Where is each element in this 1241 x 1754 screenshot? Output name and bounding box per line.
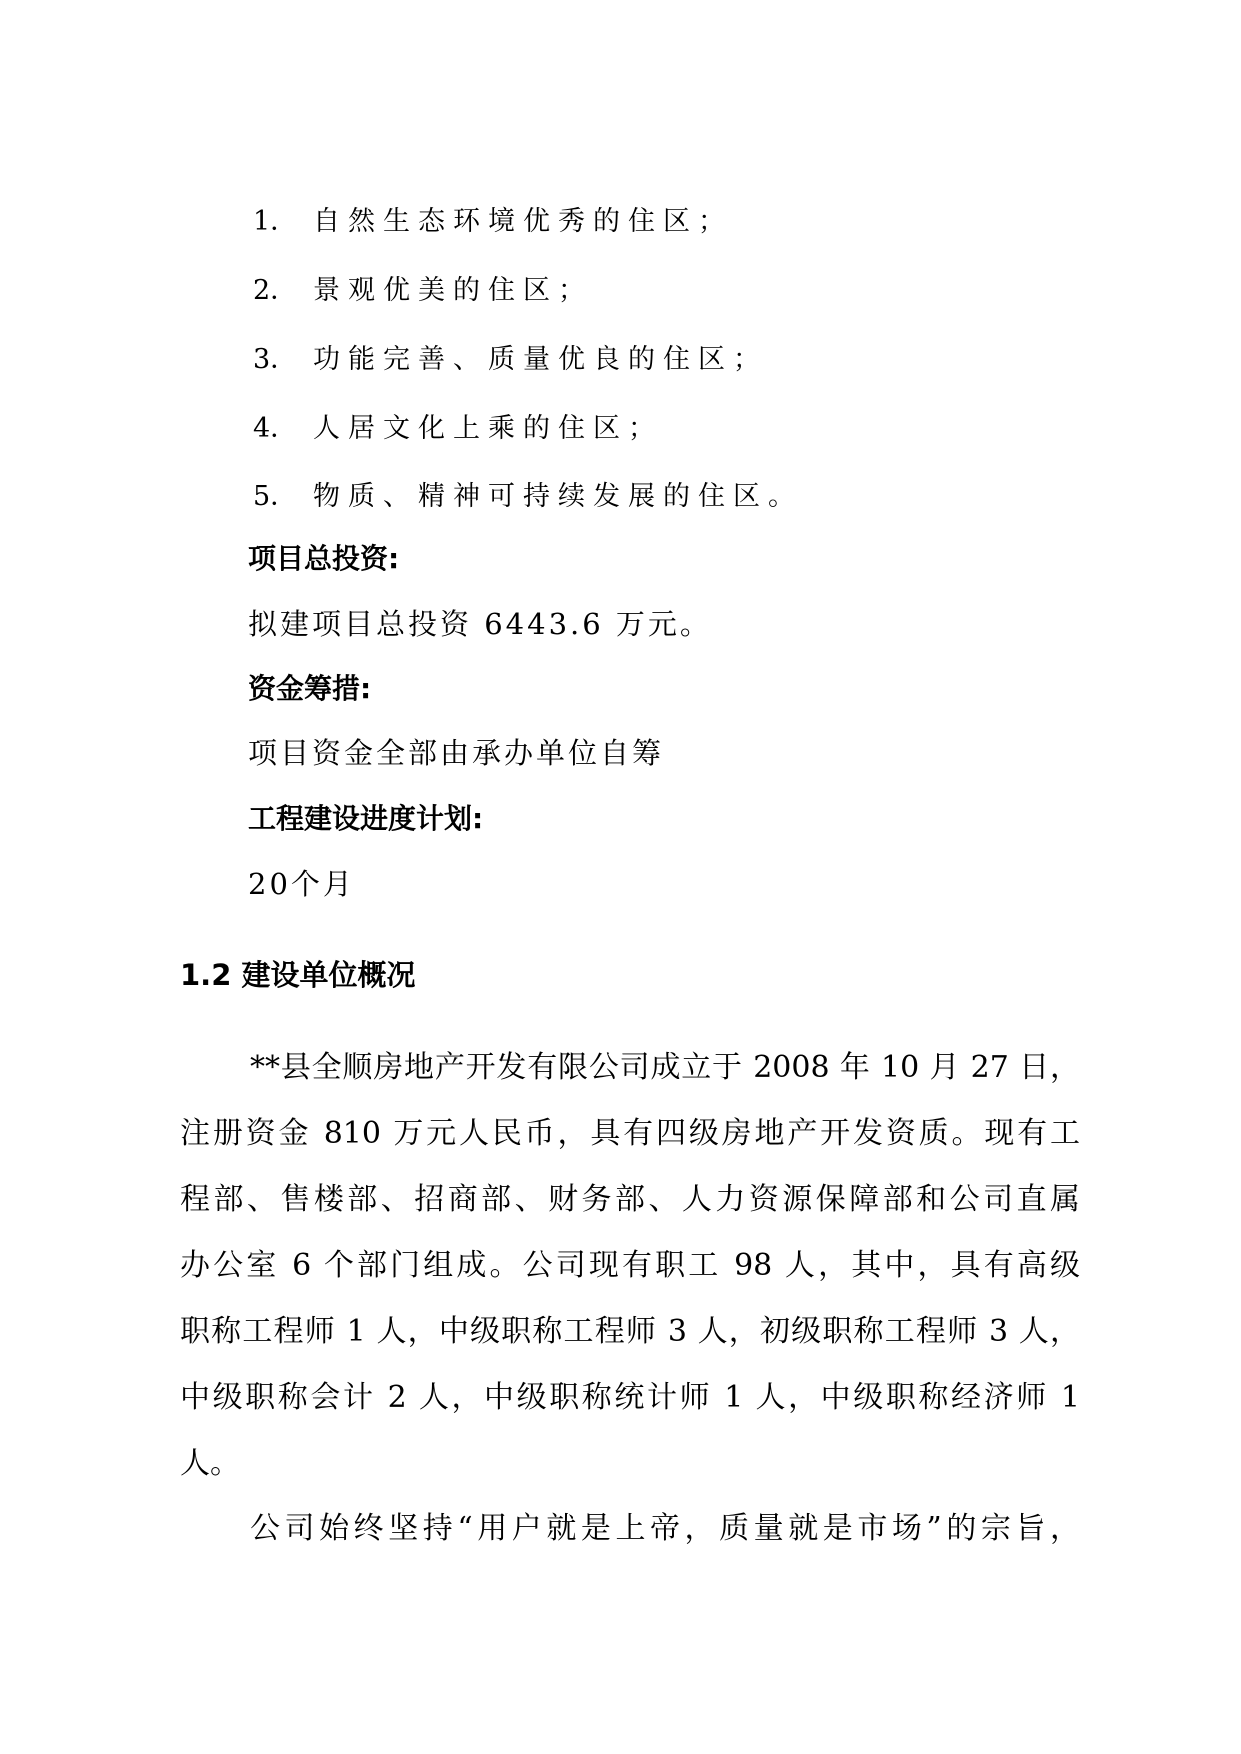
schedule-label: 工程建设进度计划: bbox=[248, 802, 484, 835]
paragraph-line: 注册资金 810 万元人民币，具有四级房地产开发资质。现有工 bbox=[180, 1116, 1080, 1151]
funding-text: 项目资金全部由承办单位自筹 bbox=[248, 736, 665, 770]
paragraph-line: 公司始终坚持“用户就是上帝，质量就是市场”的宗旨， bbox=[250, 1511, 1080, 1546]
list-item-text: 物质、精神可持续发展的住区。 bbox=[313, 481, 803, 512]
list-item-text: 自然生态环境优秀的住区； bbox=[313, 206, 733, 237]
list-item-number: 4． bbox=[253, 413, 298, 444]
section-heading: 1.2 建设单位概况 bbox=[180, 958, 416, 992]
list-item-text: 人居文化上乘的住区； bbox=[313, 413, 663, 444]
list-item bbox=[253, 187, 733, 257]
company-overview-paragraph bbox=[180, 1035, 1080, 1497]
funding-label: 资金筹措: bbox=[248, 672, 372, 705]
list-item bbox=[253, 325, 768, 395]
paragraph-line: **县全顺房地产开发有限公司成立于 2008 年 10 月 27 日， bbox=[250, 1050, 1080, 1085]
list-item bbox=[253, 462, 803, 532]
paragraph-line: 办公室 6 个部门组成。公司现有职工 98 人，其中，具有高级 bbox=[180, 1248, 1080, 1283]
investment-label: 项目总投资: bbox=[248, 542, 400, 575]
paragraph-line: 职称工程师 1 人，中级职称工程师 3 人，初级职称工程师 3 人， bbox=[180, 1314, 1080, 1349]
paragraph-line: 程部、售楼部、招商部、财务部、人力资源保障部和公司直属 bbox=[180, 1182, 1080, 1217]
list-item-number: 5． bbox=[253, 481, 298, 512]
paragraph-line: 中级职称会计 2 人，中级职称统计师 1 人，中级职称经济师 1 bbox=[180, 1380, 1080, 1415]
list-item-number: 2． bbox=[253, 275, 298, 306]
investment-text: 拟建项目总投资 6443.6 万元。 bbox=[248, 607, 712, 641]
list-item bbox=[253, 256, 593, 326]
list-item bbox=[253, 394, 663, 464]
list-item-number: 3． bbox=[253, 344, 298, 375]
schedule-text: 20个月 bbox=[248, 867, 355, 901]
list-item-number: 1． bbox=[253, 206, 298, 237]
paragraph-line: 人。 bbox=[180, 1446, 240, 1481]
list-item-text: 景观优美的住区； bbox=[313, 275, 593, 306]
list-item-text: 功能完善、质量优良的住区； bbox=[313, 344, 768, 375]
company-principle-paragraph bbox=[180, 1496, 1080, 1562]
